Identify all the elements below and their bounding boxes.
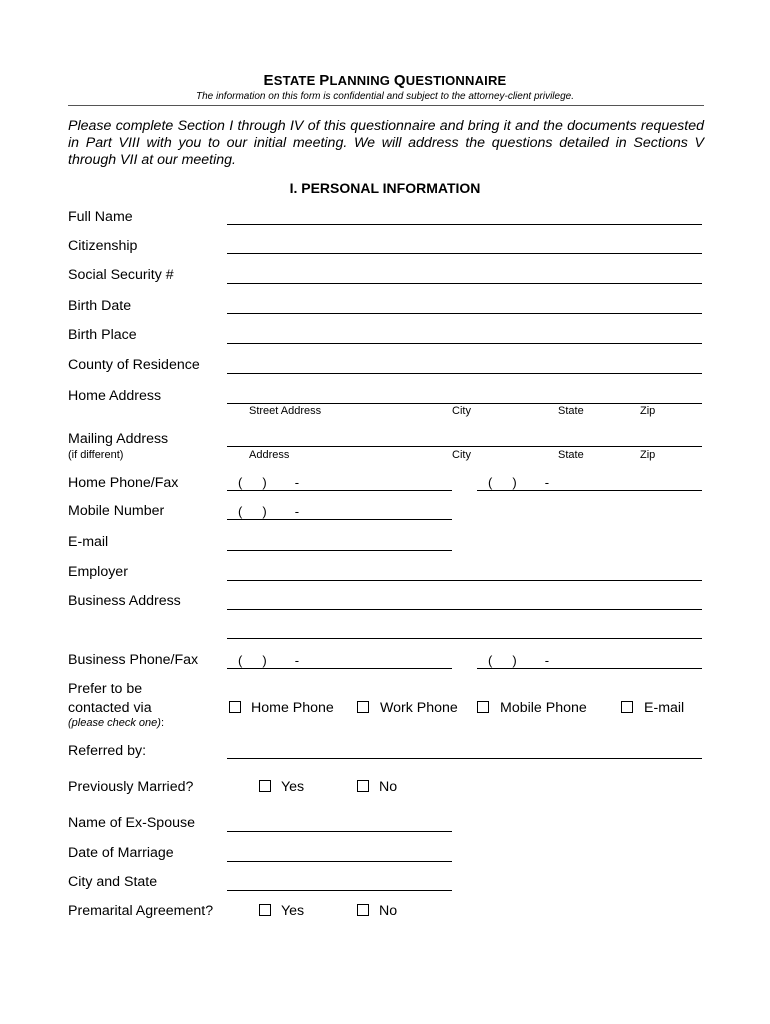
- contact-email-checkbox[interactable]: [621, 701, 633, 713]
- section-title: I. PERSONAL INFORMATION: [289, 180, 481, 196]
- home-address-label: Home Address: [68, 388, 162, 404]
- contact-mobile-phone-label: Mobile Phone: [500, 700, 587, 716]
- mobile-field[interactable]: [227, 519, 452, 520]
- ssn-field[interactable]: [227, 283, 702, 284]
- ex-spouse-field[interactable]: [227, 831, 452, 832]
- business-phone-template: ( ) -: [238, 653, 300, 668]
- employer-label: Employer: [68, 564, 128, 580]
- mailing-address-field[interactable]: [227, 446, 702, 447]
- home-fax-template: ( ) -: [488, 475, 550, 490]
- business-phone-field[interactable]: [227, 668, 452, 669]
- state-caption: State: [558, 405, 584, 417]
- birth-place-field[interactable]: [227, 343, 702, 344]
- mobile-label: Mobile Number: [68, 503, 165, 519]
- referred-by-field[interactable]: [227, 758, 702, 759]
- date-of-marriage-label: Date of Marriage: [68, 845, 174, 861]
- header-divider: [68, 105, 704, 106]
- county-field[interactable]: [227, 373, 702, 374]
- ssn-label: Social Security #: [68, 267, 174, 283]
- contact-work-phone-label: Work Phone: [380, 700, 458, 716]
- business-phone-label: Business Phone/Fax: [68, 652, 199, 668]
- home-phone-field[interactable]: [227, 490, 452, 491]
- birth-place-label: Birth Place: [68, 327, 137, 343]
- confidential-note: The information on this form is confidential and subject to the attorney-client privilege.: [196, 91, 574, 102]
- citizenship-field[interactable]: [227, 253, 702, 254]
- zip-caption: Zip: [640, 405, 656, 417]
- email-field[interactable]: [227, 550, 452, 551]
- contact-work-phone-checkbox[interactable]: [357, 701, 369, 713]
- home-address-field[interactable]: [227, 403, 702, 404]
- business-address-field-1[interactable]: [227, 609, 702, 610]
- home-fax-field[interactable]: [477, 490, 702, 491]
- city-caption: City: [452, 405, 471, 417]
- prefer-note: (please check one):: [68, 717, 165, 729]
- premarital-no-checkbox[interactable]: [357, 904, 369, 916]
- prefer-label-line1: Prefer to be: [68, 681, 143, 697]
- previously-married-yes-checkbox[interactable]: [259, 780, 271, 792]
- birth-date-label: Birth Date: [68, 298, 132, 314]
- birth-date-field[interactable]: [227, 313, 702, 314]
- county-label: County of Residence: [68, 357, 200, 373]
- full-name-label: Full Name: [68, 209, 133, 225]
- citizenship-label: Citizenship: [68, 238, 138, 254]
- city-caption: City: [452, 449, 471, 461]
- full-name-field[interactable]: [227, 224, 702, 225]
- street-address-caption: Street Address: [249, 405, 322, 417]
- employer-field[interactable]: [227, 580, 702, 581]
- contact-mobile-phone-checkbox[interactable]: [477, 701, 489, 713]
- previously-married-no-checkbox[interactable]: [357, 780, 369, 792]
- contact-home-phone-checkbox[interactable]: [229, 701, 241, 713]
- zip-caption: Zip: [640, 449, 656, 461]
- address-caption: Address: [249, 449, 290, 461]
- contact-email-label: E-mail: [644, 700, 685, 716]
- mobile-template: ( ) -: [238, 504, 300, 519]
- previously-married-yes-label: Yes: [281, 779, 305, 795]
- mailing-note: (if different): [68, 449, 124, 461]
- premarital-label: Premarital Agreement?: [68, 903, 214, 919]
- business-fax-field[interactable]: [477, 668, 702, 669]
- ex-spouse-label: Name of Ex-Spouse: [68, 815, 195, 831]
- premarital-no-label: No: [379, 903, 398, 919]
- date-of-marriage-field[interactable]: [227, 861, 452, 862]
- city-state-field[interactable]: [227, 890, 452, 891]
- premarital-yes-label: Yes: [281, 903, 305, 919]
- email-label: E-mail: [68, 534, 109, 550]
- previously-married-label: Previously Married?: [68, 779, 194, 795]
- city-state-label: City and State: [68, 874, 158, 890]
- home-phone-label: Home Phone/Fax: [68, 475, 179, 491]
- mailing-address-label: Mailing Address: [68, 431, 169, 447]
- premarital-yes-checkbox[interactable]: [259, 904, 271, 916]
- business-address-field-2[interactable]: [227, 638, 702, 639]
- referred-by-label: Referred by:: [68, 743, 147, 759]
- contact-home-phone-label: Home Phone: [251, 700, 334, 716]
- previously-married-no-label: No: [379, 779, 398, 795]
- prefer-label-line2: contacted via: [68, 700, 152, 716]
- home-phone-template: ( ) -: [238, 475, 300, 490]
- intro-paragraph: Please complete Section I through IV of this questionnaire and bring it and the documents requested in Part VIII with you to our initial meeting. We will address the questions detailed in Sections V through VII at our meeting.: [68, 118, 704, 168]
- business-address-label: Business Address: [68, 593, 181, 609]
- form-title: ESTATE PLANNING QUESTIONNAIRE: [263, 72, 507, 89]
- business-fax-template: ( ) -: [488, 653, 550, 668]
- state-caption: State: [558, 449, 584, 461]
